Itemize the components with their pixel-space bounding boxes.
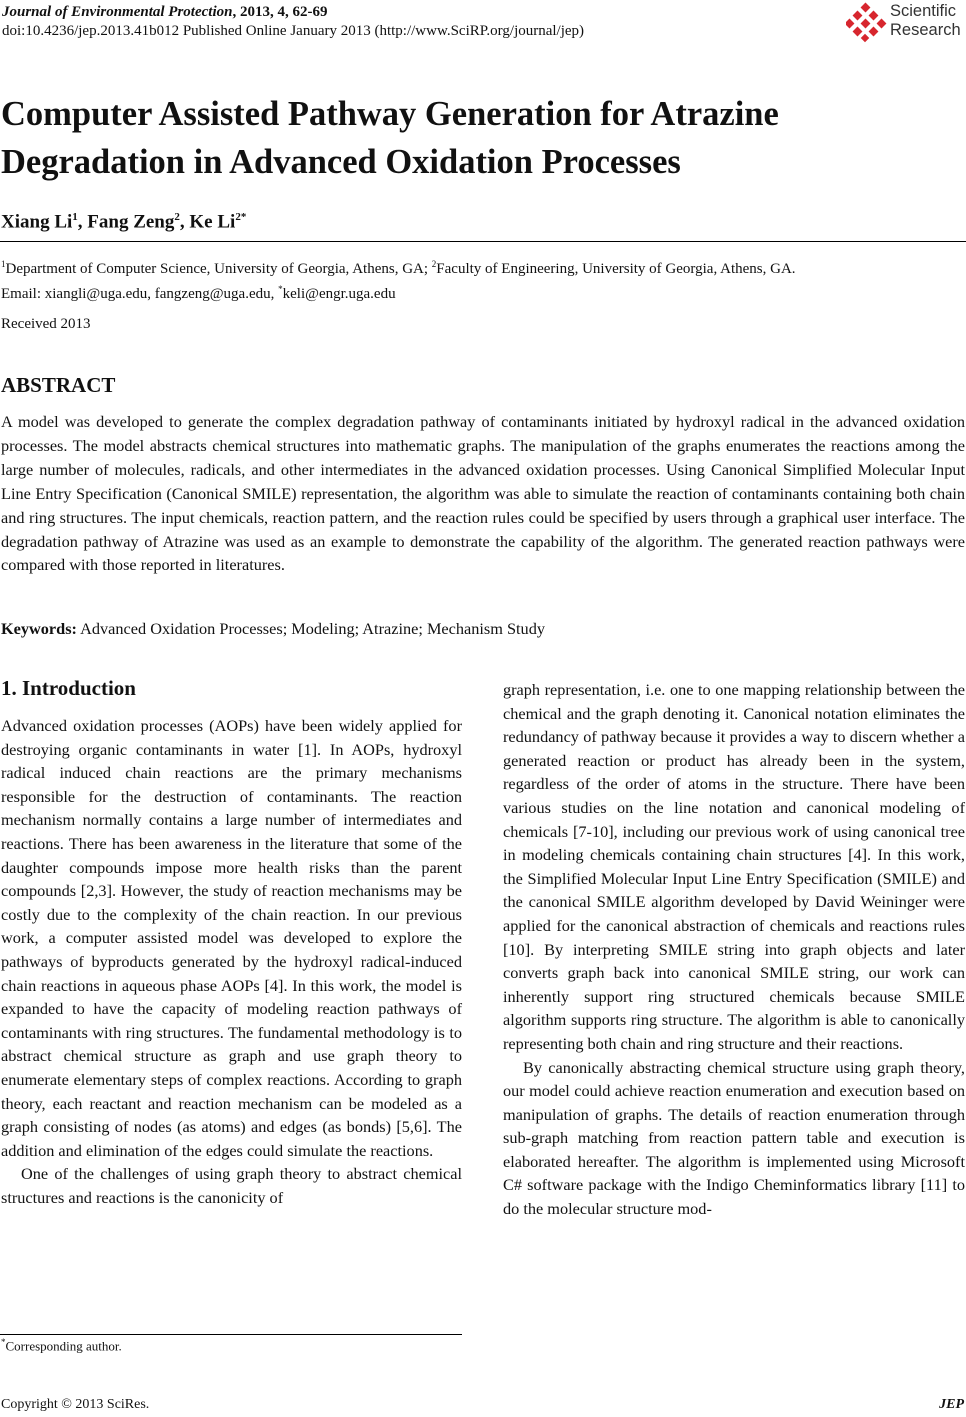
author-list (1, 211, 246, 233)
left-column (1, 714, 462, 1209)
logo-line-2: Research (890, 21, 961, 39)
author-affiliation-marker: 2 (174, 211, 180, 223)
keywords (1, 619, 545, 639)
abstract-body: A model was developed to generate the complex degradation pathway of contaminants initiated by hydroxyl radical in the advanced oxidation processes. The model abstracts chemical structures into mathematic graphs. The manipulation of the graphs enumerates the reactions among the large number of molecules, radicals, and other intermediates in the advanced oxidation processes. Using Canonical Simplified Molecular Input Line Entry Specification (Canonical SMILE) representation, the algorithm was able to simulate the reaction of contaminants containing both chain and ring structures. The input chemicals, reaction pattern, and the reaction rules could be specified by users through a graphical user interface. The degradation pathway of Atrazine was used as an example to demonstrate the capability of the algorithm. The generated reaction pathways were compared with those reported in literatures. (1, 412, 965, 575)
keywords-label: Keywords: (1, 619, 77, 638)
affiliation-text: Department of Computer Science, University of Georgia, Athens, GA; (5, 261, 432, 277)
affiliation-text: Faculty of Engineering, University of Georgia, Athens, GA. (436, 261, 796, 277)
paragraph: Advanced oxidation processes (AOPs) have been widely applied for destroying organic contaminants in water [1]. In AOPs, hydroxyl radical induced chain reactions are the primary mechanisms responsible for the destruction of contaminants. The reaction mechanism normally contains a large number of intermediates and reactions. There has been awareness in the literature that some of the daughter compounds impose more health risks than the parent compounds [2,3]. However, the study of reaction mechanisms may be costly due to the complexity of the chain reaction. In our previous work, a computer assisted model was developed to explore the pathways of byproducts generated by the hydroxyl radical-induced chain reactions in aqueous phase AOPs [4]. In this work, the model is expanded to have the capacity of modeling reaction pathways of contaminants with ring structures. The fundamental methodology is to abstract chemical structure as graph and use graph theory to enumerate elementary steps of complex reactions. According to graph theory, each reactant and reaction mechanism can be modeled as a graph consisting of nodes (as atoms) and edges (as bonds) [5,6]. The addition and elimination of the edges could simulate the reactions. (1, 716, 462, 1160)
title-line-1: Computer Assisted Pathway Generation for Atrazine (1, 95, 779, 133)
scientific-research-logo[interactable] (846, 2, 964, 44)
affiliation-line (1, 254, 965, 279)
paragraph: One of the challenges of using graph theory to abstract chemical structures and reactions is the canonicity of (1, 1164, 462, 1207)
author-name: , Ke Li (179, 211, 236, 233)
affiliation-marker: 2 (431, 259, 437, 269)
paper-title (1, 90, 941, 186)
email-line (1, 279, 965, 304)
section-heading-introduction: 1. Introduction (1, 676, 136, 700)
paragraph: By canonically abstracting chemical structure using graph theory, our model could achieve reaction enumeration and execution based on manipulation of graphs. The details of reaction enumeration through sub-graph matching from reaction pattern table and execution is elaborated hereafter. The algorithm is implemented using Microsoft C# software package with the Indigo Cheminformatics library [11] to do the molecular structure mod- (503, 1057, 965, 1219)
author-name: Xiang Li (1, 211, 73, 233)
paragraph: graph representation, i.e. one to one mapping relationship between the chemical and the graph denoting it. Canonical notation eliminates the redundancy of pathway because it provides a way to discern whether a generated reaction or product has already been in the system, regardless of the order of atoms in the structure. There have been various studies on the line notation and canonical modeling of chemicals [7-10], including our previous work of using canonical tree in modeling chemicals containing chain structures [4]. In this work, the Simplified Molecular Input Line Entry Specification (SMILE) and the canonical SMILE algorithm developed by David Weininger were applied for the canonical abstraction of chemicals and reactions rules [10]. By interpreting SMILE string into graph objects and later converts graph back into canonical SMILE string, our work can inherently support ring structured chemicals because SMILE algorithm supports ring structure. The algorithm is able to canonically representing both chain and ring structure and their reactions. (503, 680, 965, 1053)
email-text: Email: xiangli@uga.edu, fangzeng@uga.edu, (1, 286, 279, 302)
doi-line: doi:10.4236/jep.2013.41b012 Published Online January 2013 (http://www.SciRP.org/journal/jep) (2, 23, 585, 39)
header-divider (0, 241, 966, 242)
journal-citation (2, 3, 584, 22)
title-line-2: Degradation in Advanced Oxidation Processes (1, 143, 681, 181)
journal-abbreviation: JEP (939, 1397, 964, 1412)
corresponding-email-link[interactable]: keli@engr.uga.edu (282, 286, 396, 302)
right-column (503, 678, 965, 1221)
footnote (1, 1337, 122, 1354)
affiliation-marker: 1 (1, 259, 6, 269)
logo-text (890, 2, 961, 40)
author-affiliation-marker: 2* (235, 211, 247, 223)
journal-name: Journal of Environmental Protection (2, 4, 233, 20)
author-affiliation-marker: 1 (72, 211, 78, 223)
logo-mark-icon (846, 2, 888, 44)
journal-header (2, 3, 584, 41)
footnote-text: Corresponding author. (5, 1338, 122, 1354)
affiliations (1, 254, 965, 304)
abstract-heading: ABSTRACT (1, 373, 116, 397)
journal-volume: , 2013, 4, 62-69 (232, 4, 328, 20)
logo-line-1: Scientific (890, 2, 957, 20)
received-date: Received 2013 (1, 316, 91, 332)
copyright-notice: Copyright © 2013 SciRes. (1, 1397, 150, 1412)
footnote-marker: * (1, 1337, 6, 1347)
footnote-divider (0, 1334, 462, 1335)
corresponding-marker: * (278, 284, 283, 294)
keywords-text: Advanced Oxidation Processes; Modeling; Atrazine; Mechanism Study (76, 619, 545, 638)
author-name: , Fang Zeng (77, 211, 175, 233)
